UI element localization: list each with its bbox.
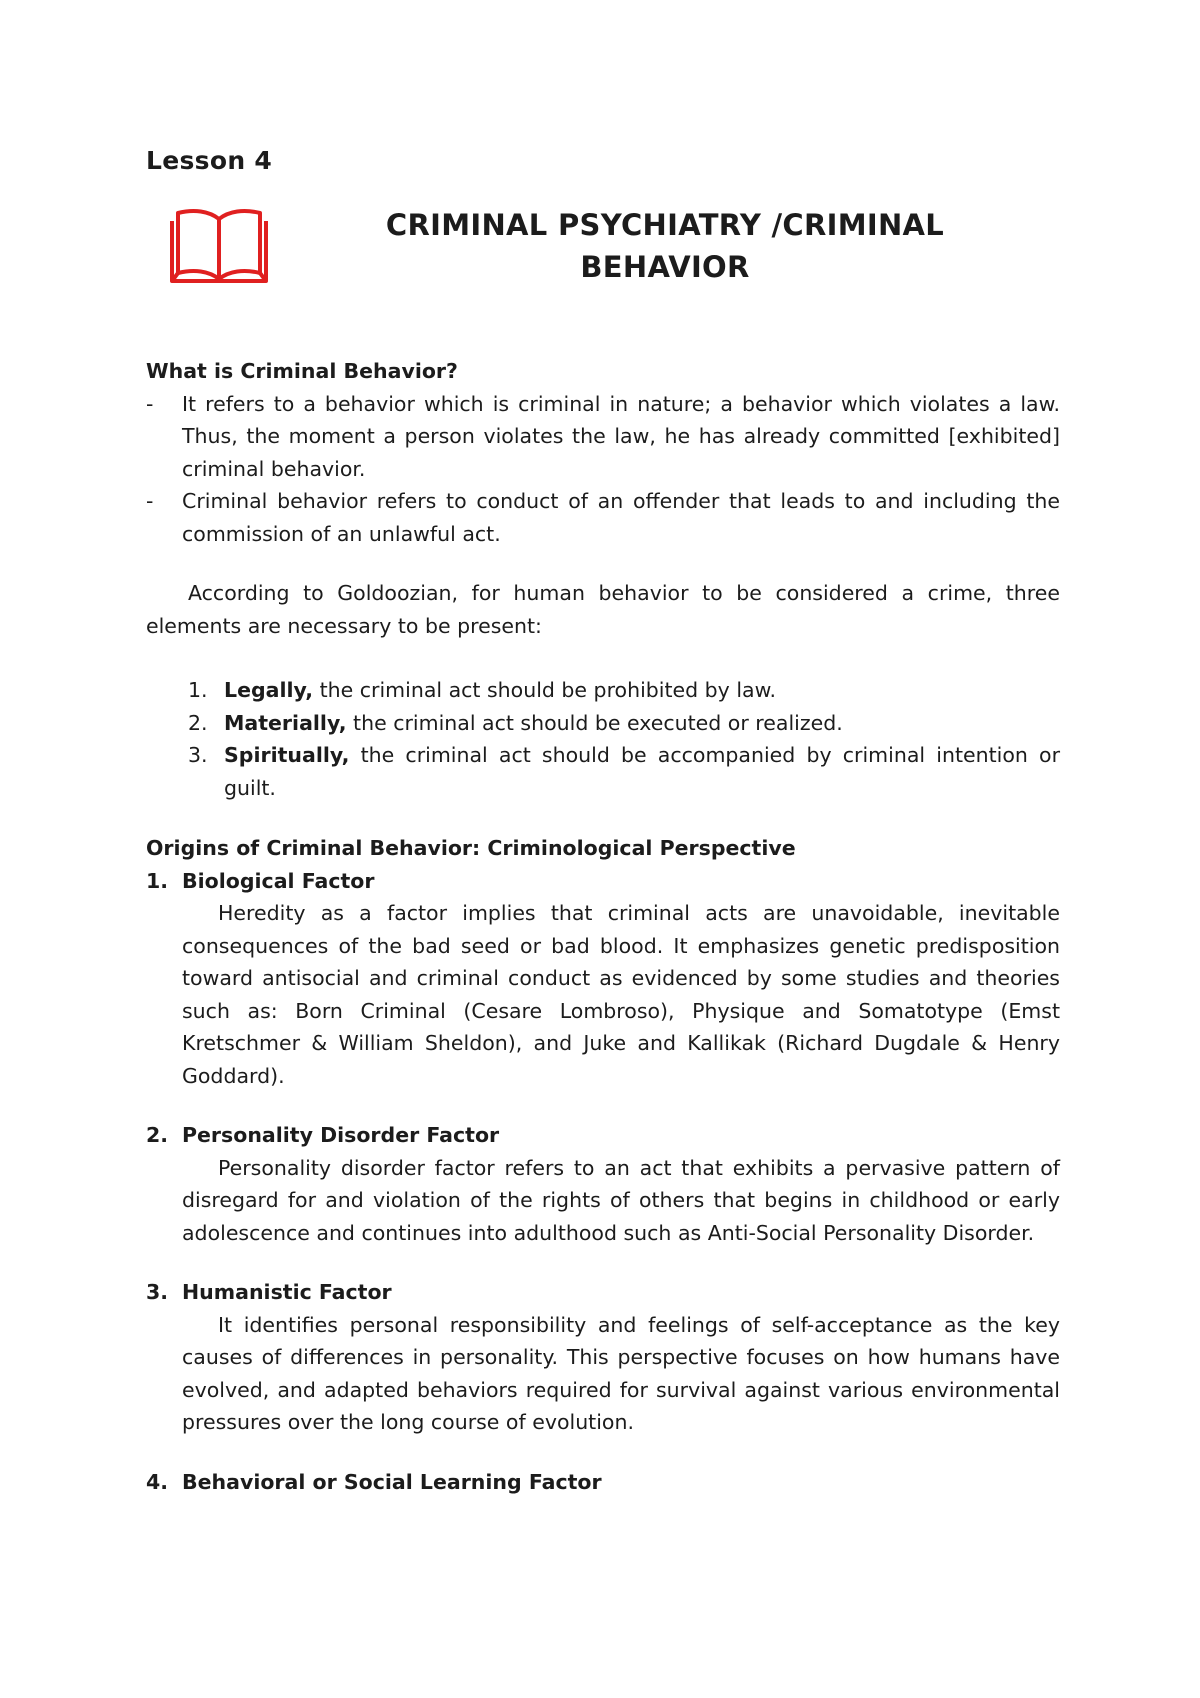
factor-number: 1. bbox=[146, 868, 169, 893]
factor-body: Heredity as a factor implies that criminal acts are unavoidable, inevitable consequences of the bad seed or bad blood. It emphasizes genetic predisposition toward antisocial and criminal conduct as evidenced by some studies and theories such as: Born Criminal (Cesare Lombroso), Physique and Somatotype (Emst Kretschmer & William Sheldon), and Juke and Kallikak (Richard Dugdale & Henry Goddard). bbox=[182, 901, 1060, 1088]
crime-element-item bbox=[188, 739, 1060, 804]
crime-elements-list bbox=[146, 674, 1060, 804]
factor-title: Biological Factor bbox=[182, 868, 375, 893]
factor-title: Humanistic Factor bbox=[182, 1280, 392, 1304]
factor-body: It identifies personal responsibility and feelings of self-acceptance as the key causes of differences in personality. This perspective focuses on how humans have evolved, and adapted behaviors required for survival against various environmental pressures over the long course of evolution. bbox=[182, 1312, 1060, 1434]
factor-number: 3. bbox=[146, 1280, 169, 1304]
factor-item bbox=[146, 1276, 1060, 1439]
element-term: Materially, bbox=[224, 710, 347, 735]
document-title bbox=[330, 204, 1000, 288]
factor-title: Personality Disorder Factor bbox=[182, 1123, 500, 1147]
definition-item: - It refers to a behavior which is criminal in nature; a behavior which violates a law. Thus, the moment a person violates the law, he has already committed [exhibited] criminal behavior. bbox=[146, 388, 1060, 486]
section-heading-origins: Origins of Criminal Behavior: Criminological Perspective bbox=[146, 836, 796, 860]
factor-number: 4. bbox=[146, 1469, 169, 1494]
crime-element-item bbox=[188, 707, 1060, 740]
element-term: Legally, bbox=[224, 678, 314, 702]
item-number: 1. bbox=[188, 678, 208, 702]
definition-item: - Criminal behavior refers to conduct of an offender that leads to and including the commission of an unlawful act. bbox=[146, 485, 1060, 550]
goldoozian-paragraph: According to Goldoozian, for human behavior to be considered a crime, three elements are necessary to be present: bbox=[146, 581, 1060, 638]
element-text: the criminal act should be prohibited by law. bbox=[313, 678, 776, 702]
lesson-label: Lesson 4 bbox=[146, 146, 273, 175]
definition-list bbox=[146, 388, 1060, 551]
factor-item bbox=[146, 1466, 1060, 1499]
element-text: the criminal act should be executed or realized. bbox=[346, 710, 843, 735]
crime-element-item bbox=[188, 674, 1060, 707]
book-icon bbox=[164, 205, 274, 289]
factor-item bbox=[146, 865, 1060, 1093]
factor-item bbox=[146, 1119, 1060, 1249]
title-line-2: BEHAVIOR bbox=[580, 250, 750, 284]
element-term: Spiritually, bbox=[224, 743, 350, 767]
factor-body: Personality disorder factor refers to an act that exhibits a pervasive pattern of disregard for and violation of the rights of others that begins in childhood or early adolescence and continues into adulthood such as Anti-Social Personality Disorder. bbox=[182, 1155, 1060, 1245]
title-line-1: CRIMINAL PSYCHIATRY /CRIMINAL bbox=[385, 208, 945, 242]
item-number: 3. bbox=[188, 743, 208, 767]
factor-title: Behavioral or Social Learning Factor bbox=[182, 1469, 602, 1494]
section-heading-criminal-behavior: What is Criminal Behavior? bbox=[146, 359, 458, 383]
element-text: the criminal act should be accompanied by criminal intention or guilt. bbox=[224, 743, 1060, 800]
item-number: 2. bbox=[188, 710, 208, 735]
document-body bbox=[146, 355, 1060, 1498]
factor-number: 2. bbox=[146, 1123, 169, 1147]
